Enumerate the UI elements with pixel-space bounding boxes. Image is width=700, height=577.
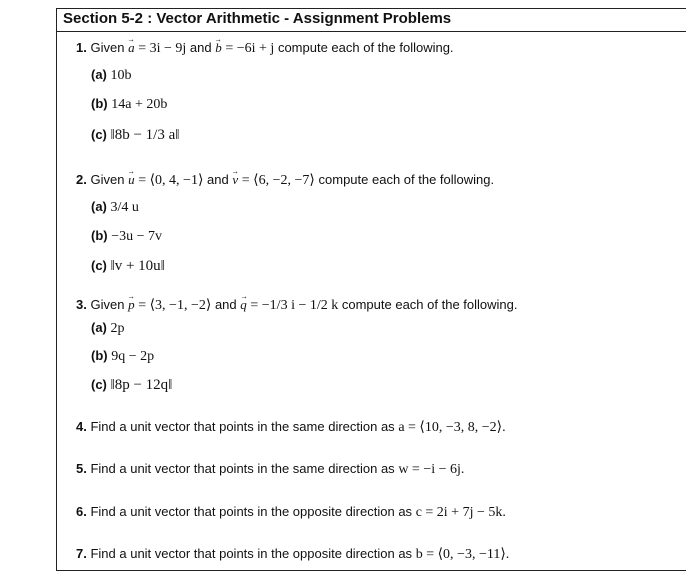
u-definition: = ⟨0, 4, −1⟩ [138, 173, 204, 188]
and-word: and [189, 40, 212, 55]
part-label: (a) [91, 199, 107, 214]
page-title: Section 5-2 : Vector Arithmetic - Assignment Problems [63, 10, 452, 27]
problem-7 [76, 546, 509, 564]
problem-2b [91, 228, 162, 246]
p-definition: = ⟨3, −1, −2⟩ [138, 298, 212, 313]
problem-3-statement [76, 297, 517, 315]
problem-3c [91, 376, 172, 394]
math-expression: ‖v + 10u‖ [110, 258, 165, 274]
vector-u: → u [128, 172, 135, 188]
problem-3a [91, 320, 125, 338]
math-expression: 9q − 2p [111, 349, 155, 364]
problem-5-number: 5. [76, 461, 87, 476]
q-definition: = −1/3 i − 1/2 k [250, 298, 339, 313]
math-expression: ‖8b − 1/3 a‖ [110, 127, 180, 143]
vector-v: → v [232, 172, 238, 188]
problem-3-suffix: compute each of the following. [341, 297, 518, 312]
given-word: Given [90, 297, 125, 312]
and-word: and [207, 172, 229, 187]
part-label: (b) [91, 96, 108, 111]
vector-a: → a [128, 40, 135, 56]
problem-3b [91, 348, 154, 366]
given-word: Given [90, 172, 125, 187]
problem-2-suffix: compute each of the following. [318, 172, 495, 187]
and-word: and [214, 297, 237, 312]
problem-4-text: Find a unit vector that points in the same direction as [90, 419, 395, 434]
problem-6 [76, 504, 506, 522]
a-definition: = 3i − 9j [138, 41, 187, 56]
problem-3-number: 3. [76, 297, 87, 312]
part-label: (b) [91, 228, 108, 243]
math-expression: ‖8p − 12q‖ [110, 377, 173, 393]
vector-q: → q [240, 297, 247, 313]
math-expression: 3/4 u [110, 200, 139, 215]
problem-6-text: Find a unit vector that points in the opposite direction as [90, 504, 413, 519]
vector-p: → p [128, 297, 135, 313]
problem-2a [91, 199, 139, 217]
math-expression: b = ⟨0, −3, −11⟩. [415, 547, 510, 562]
math-expression: w = −i − 6j. [398, 462, 465, 477]
v-definition: = ⟨6, −2, −7⟩ [241, 173, 315, 188]
math-expression: 10b [110, 68, 132, 83]
problem-7-number: 7. [76, 546, 87, 561]
problem-1c [91, 126, 179, 144]
part-label: (a) [91, 67, 107, 82]
problem-5-text: Find a unit vector that points in the same direction as [90, 461, 395, 476]
problem-frame [56, 8, 686, 571]
problem-2c [91, 257, 165, 275]
problem-1-suffix: compute each of the following. [277, 40, 454, 55]
problem-1a [91, 67, 132, 85]
math-expression: a = ⟨10, −3, 8, −2⟩. [398, 420, 506, 435]
problem-4 [76, 419, 506, 437]
problem-5 [76, 461, 464, 479]
problem-7-text: Find a unit vector that points in the opposite direction as [90, 546, 413, 561]
math-expression: c = 2i + 7j − 5k. [415, 505, 506, 520]
math-expression: −3u − 7v [111, 229, 163, 244]
vector-b: → b [215, 40, 222, 56]
part-label: (a) [91, 320, 107, 335]
title-divider [56, 31, 686, 32]
problem-1b [91, 96, 167, 114]
math-expression: 2p [110, 321, 125, 336]
problem-1-statement [76, 40, 454, 58]
problem-4-number: 4. [76, 419, 87, 434]
math-expression: 14a + 20b [111, 97, 168, 112]
b-definition: = −6i + j [225, 41, 275, 56]
part-label: (c) [91, 127, 107, 142]
part-label: (c) [91, 377, 107, 392]
given-word: Given [90, 40, 125, 55]
part-label: (c) [91, 258, 107, 273]
problem-6-number: 6. [76, 504, 87, 519]
problem-2-statement [76, 172, 494, 190]
problem-2-number: 2. [76, 172, 87, 187]
problem-1-number: 1. [76, 40, 87, 55]
part-label: (b) [91, 348, 108, 363]
